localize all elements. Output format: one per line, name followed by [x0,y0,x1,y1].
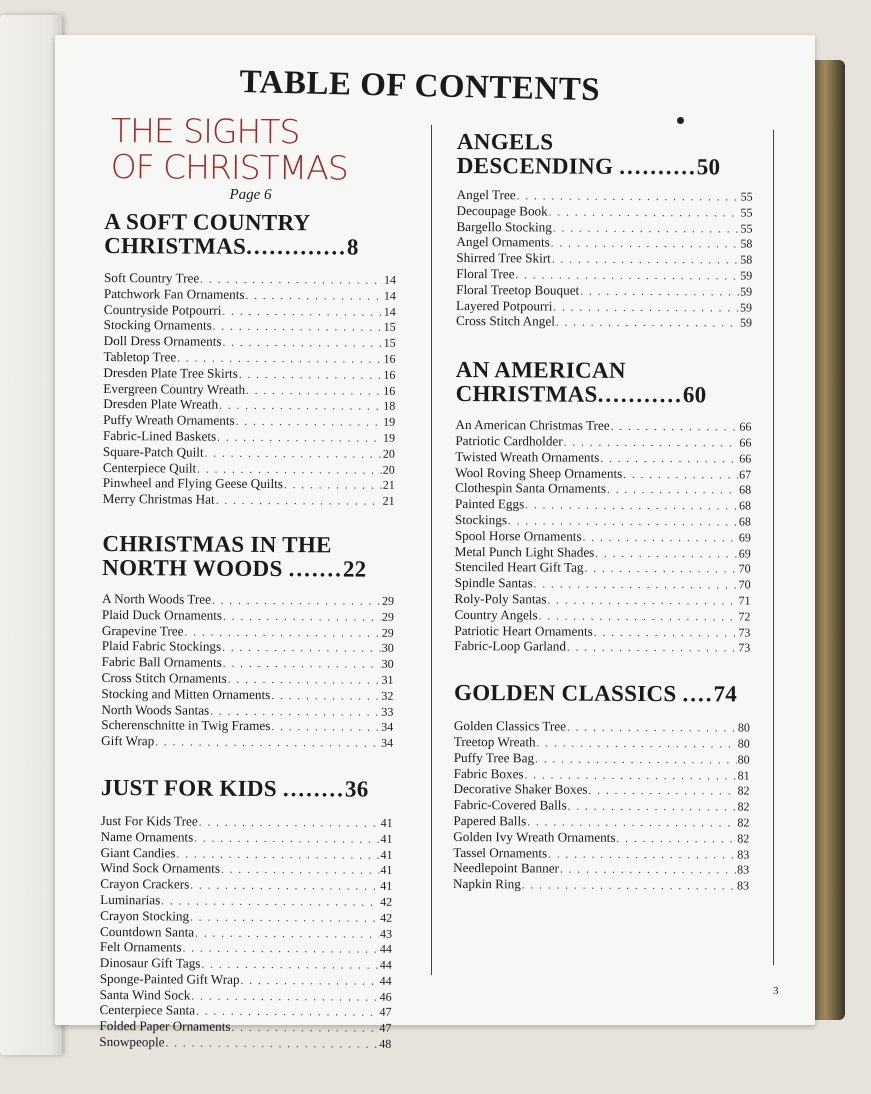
entry-name: Merry Christmas Hat [102,491,215,507]
dot-leader [535,753,737,768]
dot-leader [183,943,379,958]
entry-name: Cross Stitch Ornaments [101,669,227,686]
entry-page: 83 [737,878,750,893]
left-column [99,111,397,1053]
dot-leader [195,927,379,942]
entry-page: 33 [381,704,394,719]
entry-page: 58 [740,252,753,267]
dot-leader [216,495,382,510]
entry-page: 14 [383,272,397,287]
dot-leader [271,690,380,704]
entry-page: 30 [381,641,394,656]
entry-page: 43 [379,926,393,941]
section-title-line1: ANGELS [456,129,554,155]
dot-leader [547,594,737,609]
entry-name: Layered Potpourri [456,297,553,314]
entry-page: 44 [379,941,392,957]
entry-name: Decorative Shaker Boxes [453,781,588,798]
entry-page: 14 [383,288,396,303]
section-title-line2: CHRISTMAS [455,381,598,407]
dot-leader [222,305,382,320]
section-angels [456,130,753,332]
entry-page: 82 [737,783,750,798]
dot-leader [567,722,737,737]
entry-name: Floral Treetop Bouquet [456,281,580,298]
dot-leader [595,547,738,562]
dot-leader [548,848,736,863]
entry-name: Cross Stitch Angel [455,313,555,329]
entry-page: 41 [380,863,393,878]
entry-name: Stocking Ornaments [103,317,212,334]
section-title-line1: GOLDEN CLASSICS [453,680,677,707]
entry-page: 59 [740,284,753,299]
entry-page: 66 [739,419,752,434]
entry-page: 73 [738,640,751,655]
section-title-line1: AN AMERICAN [455,357,626,384]
entry-page: 82 [737,831,750,846]
entry-page: 42 [380,910,393,925]
section-title [457,130,753,180]
dot-leader [205,447,382,462]
entry-name: Decoupage Book [456,202,548,219]
right-column [453,130,753,894]
entry-name: Crayon Stocking [100,907,190,924]
entry-name: Folded Paper Ornaments [99,1018,231,1035]
section-page: 60 [682,382,707,408]
right-rule [773,130,774,965]
entry-page: 73 [738,625,751,640]
section-soft-country [103,210,397,510]
entry-name: Angel Ornaments [456,234,550,250]
dot-leader [190,880,379,895]
section-title-line2: NORTH WOODS [102,554,283,582]
entry-page: 68 [738,514,751,529]
entry-page: 83 [737,862,750,877]
entry-page: 19 [382,430,396,445]
dot-leader [616,833,736,847]
entry-page: 48 [379,1036,392,1051]
dot-leader [245,290,382,305]
entry-page: 70 [738,561,751,576]
entry-page: 30 [381,656,394,671]
entry-page: 41 [380,878,393,893]
entry-page: 58 [740,236,753,251]
entry-name: Roly-Poly Santas [454,590,547,607]
dot-leader [517,190,740,205]
entry-name: Grapevine Tree [101,622,184,639]
entry-name: Golden Ivy Wreath Ornaments [453,828,616,845]
entry-name: Tassel Ornaments [453,844,548,860]
entry-page: 81 [737,767,750,783]
sights-heading-line1: THE SIGHTS [110,111,300,152]
dot-leader [212,595,381,610]
dot-leader [623,468,738,482]
dot-leader [284,479,382,493]
entry-name: Giant Candies [100,844,176,860]
section-title-line2: CHRISTMAS [104,232,247,259]
entry-list [103,271,396,510]
entry-name: Floral Tree [456,265,515,282]
entry-page: 55 [740,205,753,220]
section-title [104,210,396,260]
toc-entry [453,877,749,894]
entry-name: Stenciled Heart Gift Tag [454,559,584,576]
entry-name: Felt Ornaments [99,939,182,955]
section-title [102,532,394,582]
dot-leader [585,563,738,578]
dot-leader [567,642,737,657]
section-north-woods [101,532,394,752]
section-page: 74 [713,681,738,707]
entry-page: 47 [379,1005,392,1020]
entry-page: 72 [738,609,751,624]
entry-page: 44 [379,957,392,972]
dot-leader [194,832,379,847]
entry-name: A North Woods Tree [101,590,212,607]
section-title-line1: CHRISTMAS IN THE [102,530,332,558]
entry-page: 69 [738,530,751,545]
entry-name: Gift Wrap [101,733,155,749]
entry-page: 83 [737,846,750,862]
entry-page: 66 [739,435,752,450]
entry-name: Puffy Wreath Ornaments [103,412,235,428]
entry-page: 29 [381,609,394,624]
section-golden [453,681,750,894]
entry-name: Soft Country Tree [103,269,200,286]
dot-leader [271,721,380,735]
entry-name: Dresden Plate Wreath [103,396,219,413]
dot-leader [231,1022,378,1037]
entry-page: 71 [738,593,751,608]
entry-name: Spool Horse Ornaments [454,527,582,544]
entry-name: Sponge-Painted Gift Wrap [99,970,240,987]
entry-name: Patriotic Heart Ornaments [454,622,593,639]
entry-name: Stocking and Mitten Ornaments [101,685,271,702]
entry-name: Golden Classics Tree [453,718,567,734]
entry-name: Santa Wind Sock [99,986,191,1003]
entry-page: 44 [379,973,392,988]
entry-page: 68 [739,482,752,497]
entry-name: Clothespin Santa Ornaments [455,480,607,497]
dot-leader [222,642,381,657]
dot-leader [600,453,738,468]
entry-page: 55 [740,189,753,204]
toc-entry [99,1035,391,1053]
column-divider [431,125,432,975]
entry-name: Fabric Ball Ornaments [101,654,222,670]
dot-leader [589,785,737,800]
dot-leader [219,400,382,415]
section-title-line2: DESCENDING [456,152,614,179]
entry-page: 15 [383,320,396,335]
entry-name: Fabric-Loop Garland [454,638,567,654]
title-leader: .... [682,681,714,707]
section-page: 50 [696,154,721,180]
section-just-for-kids [99,776,393,1053]
entry-name: Spindle Santas [454,575,533,591]
entry-page: 21 [382,478,395,493]
entry-name: Dresden Plate Tree Skirts [103,364,238,381]
sights-heading [110,111,397,188]
entry-list [454,418,751,656]
dot-leader [611,421,739,435]
entry-page: 59 [740,300,753,315]
entry-page: 32 [381,688,394,703]
entry-name: Luminarias [100,891,161,908]
entry-page: 47 [379,1020,392,1036]
entry-name: Fabric-Covered Balls [453,797,567,813]
toc-entry [456,314,752,331]
entry-page: 41 [380,831,393,846]
entry-page: 80 [737,736,750,751]
dot-leader [191,990,378,1005]
ink-dot [677,117,684,124]
entry-name: Shirred Tree Skirt [456,250,551,266]
dot-leader [583,531,738,546]
entry-page: 59 [739,315,753,330]
entry-name: Wool Roving Sheep Ornaments [455,464,623,481]
entry-name: Crayon Crackers [100,876,190,892]
title-leader: ............. [246,233,348,260]
dot-leader [217,432,382,447]
section-title [454,681,750,707]
dot-leader [556,317,739,332]
entry-page: 82 [737,815,750,830]
dot-leader [553,222,740,237]
dot-leader [239,369,383,384]
entry-name: Pinwheel and Flying Geese Quilts [102,475,284,492]
entry-name: Angel Tree [456,186,516,203]
entry-page: 34 [381,720,394,735]
dot-leader [580,285,739,300]
page-title: TABLE OF CONTENTS [239,64,601,109]
entry-name: Dinosaur Gift Tags [99,955,201,971]
entry-name: Treetop Wreath [453,733,536,750]
dot-leader [236,416,383,431]
entry-page: 31 [381,672,394,687]
dot-leader [537,737,737,752]
toc-entry [103,492,395,510]
entry-name: Wind Sock Ornaments [100,860,221,877]
dot-leader [534,579,738,594]
entry-page: 70 [738,577,751,592]
entry-name: Plaid Duck Ornaments [101,606,223,623]
entry-page: 41 [380,815,393,830]
entry-page: 29 [381,593,395,608]
entry-page: 55 [740,221,753,236]
section-page: 22 [342,556,367,582]
entry-page: 15 [383,335,396,350]
entry-page: 18 [383,399,396,414]
section-title-line1: JUST FOR KIDS [100,774,277,801]
left-page-edge [0,15,62,1055]
entry-name: Tabletop Tree [103,348,177,365]
dot-leader [190,911,379,926]
entry-list [456,188,753,332]
title-leader: ....... [288,556,343,582]
dot-leader [222,337,382,352]
entry-name: Painted Eggs [455,496,525,512]
section-page: 36 [344,776,369,802]
dot-leader [165,1037,378,1052]
entry-name: Patchwork Fan Ornaments [103,285,245,302]
dot-leader [199,817,380,832]
dot-leader [223,610,381,625]
entry-name: Patriotic Cardholder [455,432,563,449]
entry-page: 66 [739,451,752,466]
entry-name: Fabric Boxes [453,765,524,781]
entry-page: 42 [380,894,393,909]
entry-page: 68 [739,498,752,513]
entry-name: Countdown Santa [99,923,195,940]
dot-leader [553,301,739,316]
dot-leader [568,801,737,816]
dot-leader [223,658,381,673]
section-page: 8 [346,234,359,260]
section-title [456,358,752,408]
section-title-line1: A SOFT COUNTRY [104,208,311,236]
entry-name: Scherenschnitte in Twig Frames [101,717,271,734]
sights-heading-line2: OF CHRISTMAS [110,147,348,188]
entry-page: 34 [381,735,394,750]
entry-page: 19 [383,414,396,429]
dot-leader [155,736,380,751]
dot-leader [594,626,738,641]
entry-page: 82 [737,799,750,814]
entry-page: 41 [380,847,393,862]
entry-list [99,814,392,1053]
page-number: 3 [773,985,779,997]
entry-name: Bargello Stocking [456,218,552,235]
entry-page: 46 [379,989,392,1004]
entry-name: Puffy Tree Bag [453,749,535,766]
dot-leader [246,384,382,399]
entry-name: Napkin Ring [453,876,521,892]
entry-page: 21 [382,493,395,508]
entry-name: Papered Balls [453,812,527,829]
entry-page: 29 [381,625,394,640]
sights-page-ref: Page 6 [229,186,272,204]
title-leader: .......... [619,153,697,180]
entry-name: Countryside Potpourri [103,301,222,318]
dot-leader [552,254,740,269]
toc-entry [101,734,393,752]
dot-leader [525,500,738,515]
entry-name: Just For Kids Tree [100,812,198,829]
dot-leader [607,484,738,498]
entry-name: Plaid Fabric Stockings [101,638,222,655]
dot-leader [522,879,736,894]
dot-leader [549,206,740,221]
entry-name: An American Christmas Tree [455,417,610,433]
entry-name: Snowpeople [99,1034,165,1050]
entry-list [453,719,750,894]
entry-page: 20 [382,446,395,461]
entry-page: 69 [738,546,751,561]
entry-name: Evergreen Country Wreath [103,380,246,397]
dot-leader [560,864,736,879]
entry-page: 59 [740,268,753,283]
dot-leader [551,238,740,253]
entry-page: 80 [737,720,750,735]
entry-page: 14 [383,304,396,319]
dot-leader [161,895,379,910]
entry-page: 16 [383,383,396,398]
entry-name: Metal Punch Light Shades [454,543,595,560]
entry-name: Centerpiece Santa [99,1002,196,1019]
title-leader: ........... [597,381,683,408]
entry-name: Centerpiece Quilt [102,459,197,476]
entry-page: 80 [737,752,750,767]
entry-page: 16 [383,351,396,366]
entry-name: Square-Patch Quilt [102,443,204,460]
entry-name: Twisted Wreath Ornaments [455,448,600,465]
title-leader: ........ [282,776,346,802]
entry-name: Doll Dress Ornaments [103,333,222,349]
entry-name: Country Angels [454,606,538,623]
dot-leader [241,975,379,990]
entry-page: 20 [382,462,395,477]
entry-name: Needlepoint Banner [453,860,560,876]
entry-page: 16 [383,367,396,382]
entry-list [101,592,394,752]
toc-entry [454,639,750,656]
entry-name: Stockings [454,511,508,528]
dot-leader [213,321,383,336]
section-american [454,358,752,656]
dot-leader [221,864,379,879]
entry-name: Fabric-Lined Baskets [102,427,217,444]
entry-page: 67 [739,467,752,482]
section-title [101,776,393,802]
entry-name: Name Ornaments [100,828,194,845]
entry-name: North Woods Santas [101,701,210,718]
